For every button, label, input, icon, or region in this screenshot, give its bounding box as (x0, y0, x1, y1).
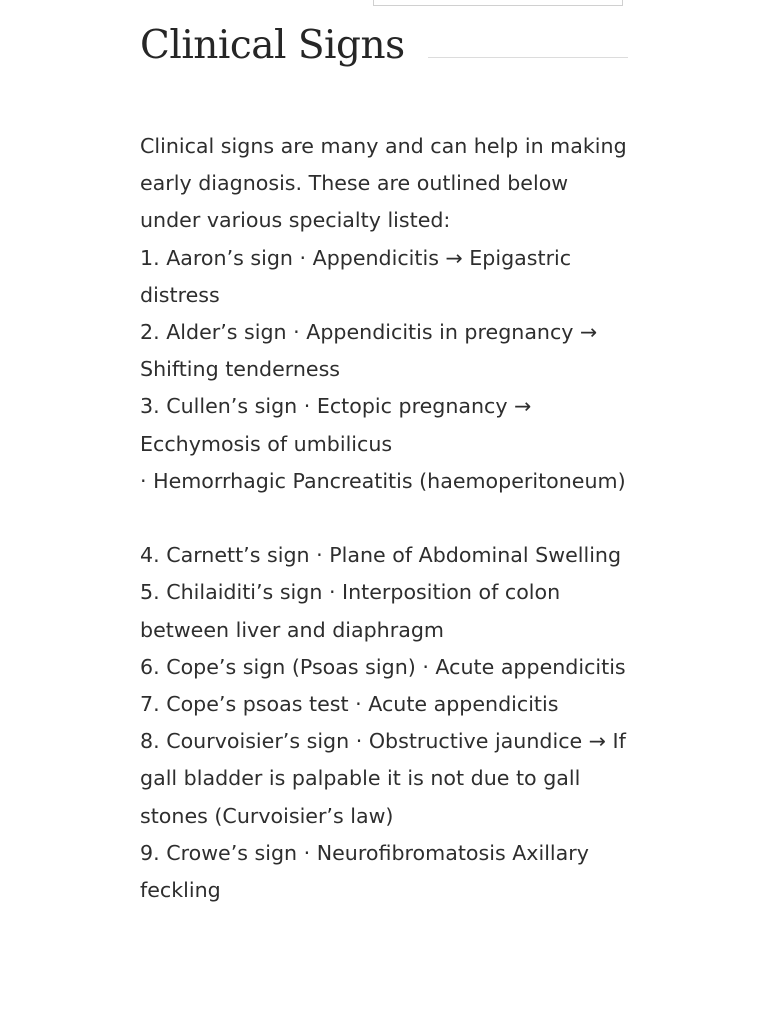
list-item: 7. Cope’s psoas test · Acute appendicitis (140, 692, 559, 717)
list-item: 6. Cope’s sign (Psoas sign) · Acute appendicitis (140, 654, 626, 679)
article-body (140, 128, 628, 909)
list-item: 4. Carnett’s sign · Plane of Abdominal Swelling (140, 543, 622, 568)
intro-paragraph: Clinical signs are many and can help in making early diagnosis. These are outlined below under various specialty listed: (140, 134, 627, 233)
title-divider (428, 57, 628, 58)
list-item: 3. Cullen’s sign · Ectopic pregnancy → Ecchymosis of umbilicus (140, 394, 532, 456)
list-item: 1. Aaron’s sign · Appendicitis → Epigastric distress (140, 245, 572, 307)
title-row (140, 18, 628, 74)
page-title: Clinical Signs (140, 23, 405, 68)
list-item: 5. Chilaiditi’s sign · Interposition of colon between liver and diaphragm (140, 580, 561, 642)
list-item: 8. Courvoisier’s sign · Obstructive jaundice → If gall bladder is palpable it is not due to gall stones (Curvoisier’s law) (140, 729, 626, 828)
spacer (140, 500, 628, 537)
list-item: · Hemorrhagic Pancreatitis (haemoperitoneum) (140, 468, 626, 493)
list-item: 2. Alder’s sign · Appendicitis in pregnancy → Shifting tenderness (140, 320, 598, 382)
top-search-box[interactable] (373, 0, 623, 6)
list-item: 9. Crowe’s sign · Neurofibromatosis Axillary feckling (140, 840, 589, 903)
